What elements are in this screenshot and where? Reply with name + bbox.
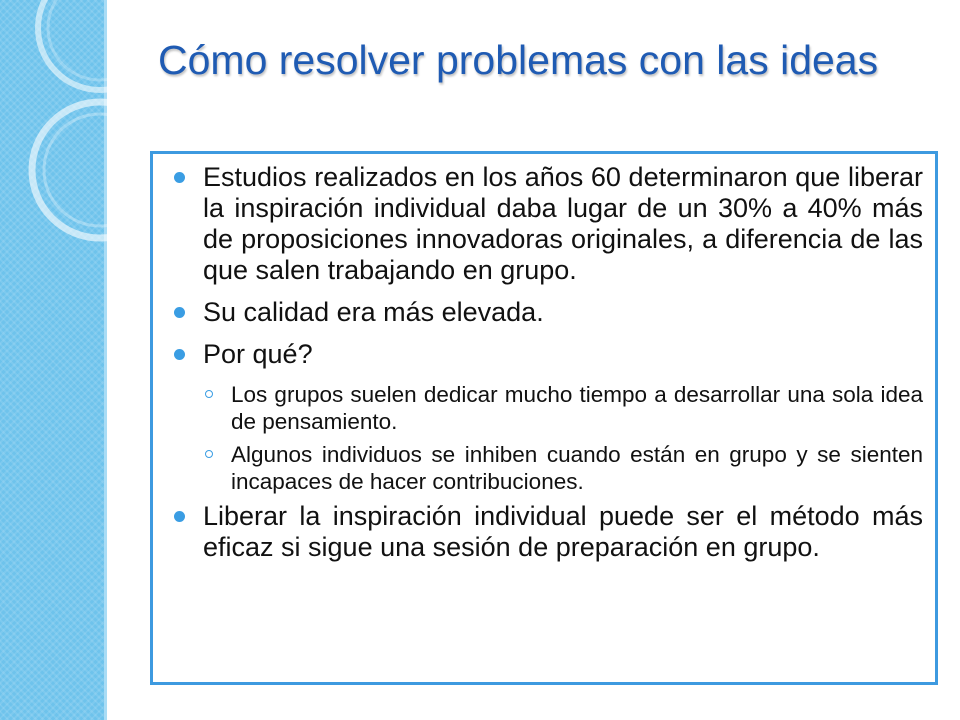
sub-bullet-list bbox=[173, 381, 923, 495]
sub-bullet-item bbox=[173, 381, 923, 435]
bullet-text: Estudios realizados en los años 60 determinaron que liberar la inspiración individual daba lugar de un 30% a 40% más de proposiciones innovadoras originales, a diferencia de las que salen trabajando en grupo. bbox=[203, 162, 923, 285]
sub-bullet-text: Algunos individuos se inhiben cuando están en grupo y se sienten incapaces de hacer contribuciones. bbox=[231, 442, 923, 494]
slide-title: Cómo resolver problemas con las ideas bbox=[158, 37, 879, 83]
bullet-text: Su calidad era más elevada. bbox=[203, 297, 544, 327]
bullet-item bbox=[173, 501, 923, 563]
bullet-list-continued bbox=[173, 501, 923, 563]
decorative-sidebar bbox=[0, 0, 106, 720]
bullet-text: Por qué? bbox=[203, 339, 313, 369]
ring-bullet-icon bbox=[205, 390, 213, 398]
bullet-text: Liberar la inspiración individual puede ser el método más eficaz si sigue una sesión de preparación en grupo. bbox=[203, 501, 923, 562]
sidebar-edge bbox=[104, 0, 107, 720]
bullet-item bbox=[173, 162, 923, 286]
bullet-dot-icon bbox=[174, 307, 185, 318]
bullet-item bbox=[173, 297, 923, 328]
bullet-list bbox=[173, 162, 923, 370]
bullet-dot-icon bbox=[174, 172, 185, 183]
content-box bbox=[150, 151, 938, 685]
bullet-dot-icon bbox=[174, 349, 185, 360]
bullet-item bbox=[173, 339, 923, 370]
ring-bullet-icon bbox=[205, 450, 213, 458]
sub-bullet-text: Los grupos suelen dedicar mucho tiempo a desarrollar una sola idea de pensamiento. bbox=[231, 382, 923, 434]
sub-bullet-item bbox=[173, 441, 923, 495]
bullet-dot-icon bbox=[174, 511, 185, 522]
